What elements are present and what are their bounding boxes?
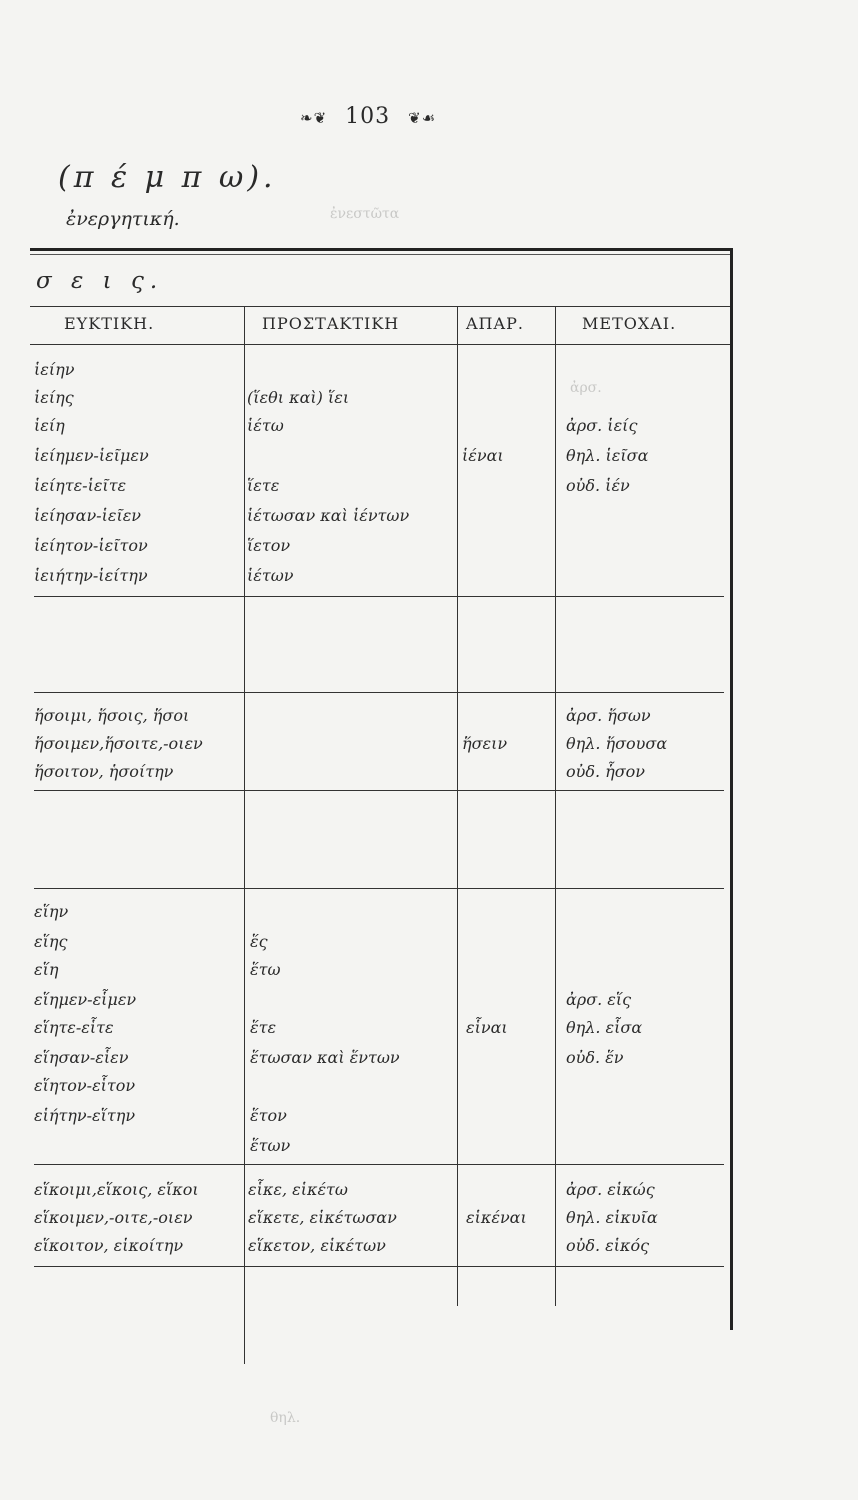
block1-apar: ἱέναι [462,446,504,465]
block4-metochi-2: οὐδ. εἱκός [566,1236,650,1255]
block4-prostaktiki-1: εἵκετε, εἱκέτωσαν [248,1208,397,1227]
section-label: σ ε ι ς. [36,268,164,294]
col-header-metochai: ΜΕΤΟΧΑΙ. [582,314,677,333]
block1-eyktiki-0: ἱείην [34,360,75,379]
header-top-rule [30,306,730,307]
block1-bottom-rule [34,596,724,597]
block3-metochi-2: οὐδ. ἕν [566,1048,624,1067]
block1-prostaktiki-1: ἱέτω [247,416,284,435]
block3-eyktiki-1: εἵης [34,932,68,951]
block4-metochi-1: θηλ. εἱκυῖα [566,1208,658,1227]
block1-metochi-1: θηλ. ἱεῖσα [566,446,649,465]
block1-prostaktiki-3: ἱέτωσαν καὶ ἱέντων [247,506,410,525]
block4-eyktiki-1: εἵκοιμεν,-οιτε,-οιεν [34,1208,193,1227]
block1-eyktiki-7: ἱειήτην-ἱείτην [34,566,148,585]
block1-eyktiki-3: ἱείημεν-ἱεῖμεν [34,446,149,465]
block2-metochi-2: οὐδ. ἧσον [566,762,646,781]
block1-eyktiki-5: ἱείησαν-ἱεῖεν [34,506,142,525]
header-bottom-rule [30,344,730,345]
page-subtitle: ἐνεργητική. [66,208,180,230]
page-number [300,104,436,129]
col-divider-1 [244,306,245,1364]
bleed-through-2: ἀρσ. [570,380,602,396]
block3-prostaktiki-1: ἕτω [250,960,281,979]
block3-eyktiki-0: εἵην [34,902,69,921]
page-title: (π έ μ π ω). [58,160,277,195]
block4-eyktiki-2: εἵκοιτον, εἱκοίτην [34,1236,184,1255]
col-divider-2 [457,306,458,1306]
block4-eyktiki-0: εἵκοιμι,εἵκοις, εἵκοι [34,1180,199,1199]
block3-eyktiki-6: εἵητον-εἷτον [34,1076,136,1095]
block2-top-rule [34,692,724,693]
block3-metochi-0: ἀρσ. εἵς [566,990,632,1009]
frame-right-rule [730,248,733,1330]
block1-eyktiki-4: ἱείητε-ἱεῖτε [34,476,127,495]
block1-eyktiki-6: ἱείητον-ἱεῖτον [34,536,148,555]
block3-apar: εἷναι [466,1018,508,1037]
col-header-apar: ΑΠΑΡ. [466,314,524,333]
block2-metochi-1: θηλ. ἥσουσα [566,734,668,753]
col-header-eyktiki: ΕΥΚΤΙΚΗ. [64,314,155,333]
block3-eyktiki-7: εἱήτην-εἵτην [34,1106,136,1125]
block2-bottom-rule [34,790,724,791]
block3-prostaktiki-5: ἕτων [250,1136,291,1155]
block4-metochi-0: ἀρσ. εἱκώς [566,1180,655,1199]
ornament-right-icon: ❦☙ [408,109,437,127]
frame-top-rule-thin [30,254,730,255]
block2-apar: ἥσειν [462,734,508,753]
block3-eyktiki-3: εἵημεν-εἷμεν [34,990,137,1009]
block3-top-rule [34,888,724,889]
block3-metochi-1: θηλ. εἷσα [566,1018,643,1037]
block1-eyktiki-2: ἱείη [34,416,65,435]
bleed-through-1: θηλ. [270,1410,301,1426]
block3-prostaktiki-0: ἕς [250,932,268,951]
bleed-through-3: ἐνεστῶτα [330,206,400,222]
block3-eyktiki-4: εἵητε-εἷτε [34,1018,114,1037]
block1-prostaktiki-4: ἵετον [247,536,291,555]
col-header-prostaktiki: ΠΡΟΣΤΑΚΤΙΚΗ [262,314,400,333]
block4-apar: εἱκέναι [466,1208,527,1227]
block3-eyktiki-2: εἵη [34,960,59,979]
block1-prostaktiki-0: (ἵεθι καὶ) ἵει [247,388,350,407]
frame-top-rule [30,248,730,251]
block1-metochi-2: οὐδ. ἱέν [566,476,630,495]
block3-prostaktiki-4: ἕτον [250,1106,287,1125]
block4-prostaktiki-0: εἷκε, εἱκέτω [248,1180,348,1199]
page-number-text: 103 [345,104,391,129]
block3-prostaktiki-2: ἕτε [250,1018,277,1037]
block3-prostaktiki-3: ἕτωσαν καὶ ἕντων [250,1048,400,1067]
block1-eyktiki-1: ἱείης [34,388,74,407]
block2-eyktiki-1: ἥσοιμεν,ἥσοιτε,-οιεν [34,734,203,753]
block1-prostaktiki-2: ἵετε [247,476,280,495]
block3-eyktiki-5: εἵησαν-εἷεν [34,1048,129,1067]
block4-bottom-rule [34,1266,724,1267]
col-divider-3 [555,306,556,1306]
block1-metochi-0: ἀρσ. ἱείς [566,416,638,435]
ornament-left-icon: ❧❦ [300,109,328,127]
block4-prostaktiki-2: εἵκετον, εἱκέτων [248,1236,386,1255]
block1-prostaktiki-5: ἱέτων [247,566,294,585]
block2-eyktiki-0: ἥσοιμι, ἥσοις, ἥσοι [34,706,190,725]
block2-metochi-0: ἀρσ. ἥσων [566,706,651,725]
block3-bottom-rule [34,1164,724,1165]
block2-eyktiki-2: ἥσοιτον, ἡσοίτην [34,762,174,781]
